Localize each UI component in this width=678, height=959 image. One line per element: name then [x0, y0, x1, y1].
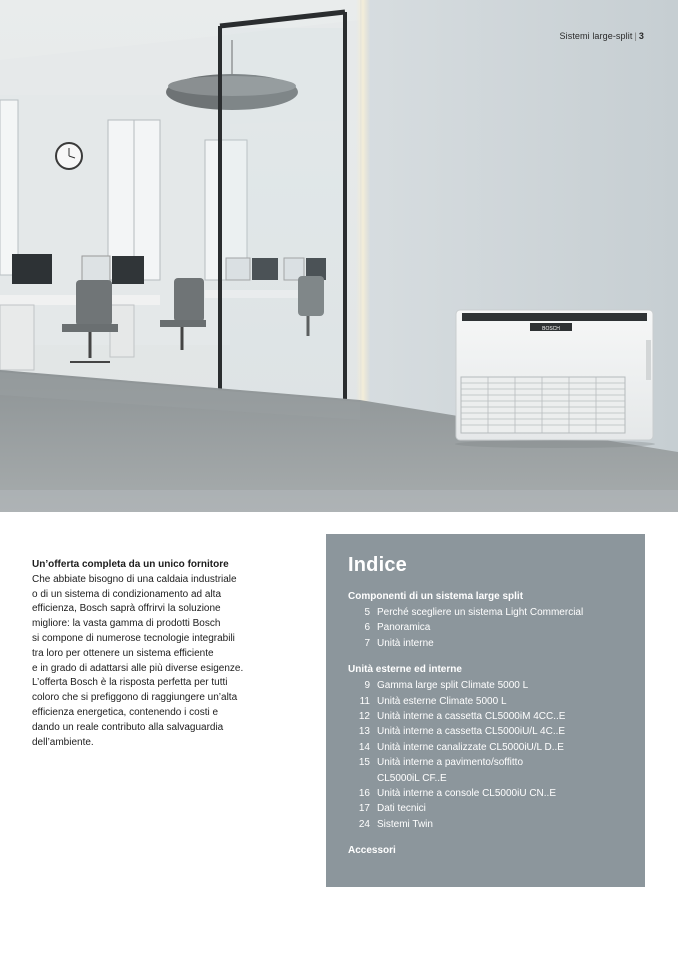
toc-label: Unità interne a console CL5000iU CN..E	[377, 788, 556, 800]
toc-page	[348, 771, 370, 786]
toc-entry[interactable]	[348, 694, 623, 709]
toc-entry[interactable]	[348, 740, 623, 755]
toc-label: Unità interne	[377, 637, 434, 649]
toc-page: 14	[358, 741, 370, 753]
toc-label: Unità interne a cassetta CL5000iU/L 4C..E	[377, 726, 566, 738]
toc-section-title: Componenti di un sistema large split	[348, 591, 524, 602]
header-separator: |	[634, 31, 637, 41]
table-of-contents	[326, 534, 645, 887]
intro-line: coloro che si prefiggono di raggiungere un’alta	[32, 692, 238, 704]
intro-line: dell’ambiente.	[32, 736, 94, 748]
toc-label: Dati tecnici	[377, 803, 426, 815]
intro-line: L’offerta Bosch è la risposta perfetta per tutti	[32, 677, 228, 689]
toc-entry[interactable]	[348, 620, 623, 635]
toc-entry[interactable]	[348, 755, 623, 770]
toc-section-title: Unità esterne ed interne	[348, 664, 462, 676]
toc-page: 24	[358, 818, 370, 830]
toc-label: Sistemi Twin	[377, 818, 433, 830]
toc-page: 12	[358, 711, 370, 723]
toc-label: Panoramica	[377, 622, 431, 634]
toc-entry[interactable]	[348, 636, 623, 651]
toc-title: Indice	[348, 554, 407, 576]
toc-page: 17	[358, 803, 370, 815]
toc-page: 5	[364, 607, 370, 618]
toc-section-list	[348, 605, 623, 651]
toc-page: 15	[358, 757, 370, 769]
intro-line: si compone di numerose tecnologie integrabili	[32, 632, 235, 644]
toc-page: 13	[358, 726, 370, 738]
running-header	[560, 31, 644, 41]
intro-title: Un’offerta completa da un unico fornitore	[32, 559, 229, 570]
toc-label: Unità interne a pavimento/soffitto	[377, 757, 524, 769]
toc-entry[interactable]	[348, 817, 623, 832]
toc-label: Gamma large split Climate 5000 L	[377, 680, 529, 692]
toc-entry[interactable]	[348, 801, 623, 816]
section-name: Sistemi large-split	[559, 31, 633, 41]
toc-page: 16	[358, 788, 370, 800]
intro-line: e in grado di adattarsi alle più diverse esigenze.	[32, 662, 244, 674]
toc-page: 7	[364, 637, 370, 649]
toc-entry[interactable]	[348, 786, 623, 801]
toc-entry[interactable]	[348, 605, 623, 620]
toc-entry[interactable]	[348, 678, 623, 693]
toc-page: 11	[359, 695, 370, 707]
toc-label: Unità interne canalizzate CL5000iU/L D..E	[377, 741, 564, 753]
intro-line: Che abbiate bisogno di una caldaia industriale	[32, 573, 237, 585]
toc-entry-continuation[interactable]	[348, 771, 623, 786]
toc-label: Perché scegliere un sistema Light Commercial	[377, 607, 584, 618]
page-number: 3	[638, 31, 644, 41]
toc-page: 9	[364, 680, 370, 692]
toc-section-title[interactable]: Accessori	[348, 845, 396, 857]
svg-text:BOSCH: BOSCH	[542, 326, 560, 332]
ac-unit	[455, 310, 655, 448]
intro-line: efficienza, Bosch saprà offrirvi la soluzione	[32, 603, 221, 615]
toc-page: 6	[364, 622, 370, 634]
intro-line: dando un reale contributo alla salvaguardia	[32, 721, 224, 733]
toc-label: Unità interne a cassetta CL5000iM 4CC..E	[377, 711, 566, 723]
intro-line: o di un sistema di condizionamento ad alta	[32, 588, 222, 600]
toc-label: Unità esterne Climate 5000 L	[377, 695, 507, 707]
intro-text-block	[32, 558, 302, 750]
intro-line: migliore: la vasta gamma di prodotti Bosch	[32, 618, 221, 630]
toc-entry[interactable]	[348, 709, 623, 724]
toc-section-list	[348, 678, 623, 832]
intro-line: tra loro per ottenere un sistema efficiente	[32, 647, 214, 659]
toc-label: CL5000iL CF..E	[377, 772, 447, 784]
toc-entry[interactable]	[348, 724, 623, 739]
intro-line: efficienza energetica, contenendo i costi e	[32, 706, 219, 718]
